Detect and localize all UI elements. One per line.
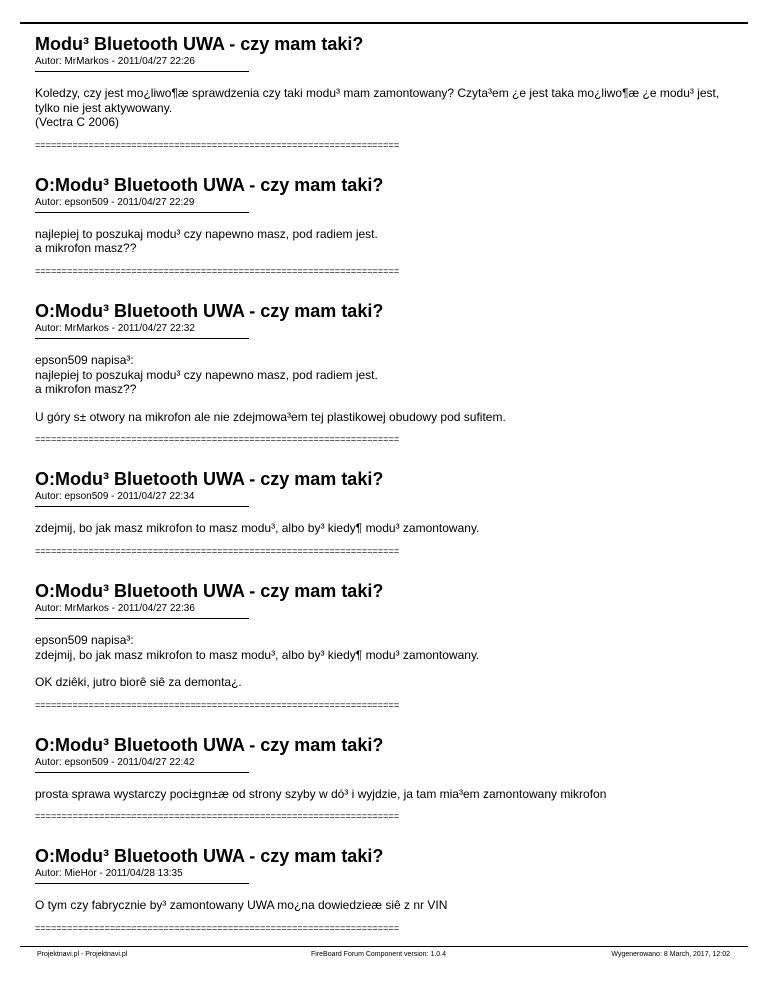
post <box>35 581 735 710</box>
post <box>35 735 735 822</box>
author-divider <box>35 338 249 339</box>
post-author: Autor: MrMarkos - 2011/04/27 22:32 <box>35 322 195 334</box>
post-author: Autor: epson509 - 2011/04/27 22:29 <box>35 196 195 208</box>
footer-component: FireBoard Forum Component version: 1.0.4 <box>311 951 447 958</box>
post-title: O:Modu³ Bluetooth UWA - czy mam taki? <box>35 846 384 867</box>
post-body <box>35 353 735 424</box>
post-title: Modu³ Bluetooth UWA - czy mam taki? <box>35 34 364 54</box>
post-separator: ==================================================================== <box>35 922 400 933</box>
post-title: O:Modu³ Bluetooth UWA - czy mam taki? <box>35 469 384 490</box>
post-separator: ==================================================================== <box>35 699 400 710</box>
post-body <box>35 787 735 802</box>
post-author: Autor: MieHor - 2011/04/28 13:35 <box>35 868 183 880</box>
post-text: (Vectra C 2006) <box>35 115 120 130</box>
post-author: Autor: MrMarkos - 2011/04/27 22:36 <box>35 602 195 614</box>
post-list <box>35 34 735 958</box>
post-text: U góry s± otwory na mikrofon ale nie zdejmowa³em tej plastikowej obudowy pod sufitem. <box>35 409 506 424</box>
author-divider <box>35 212 249 213</box>
quote-text: najlepiej to poszukaj modu³ czy napewno masz, pod radiem jest. <box>35 367 378 382</box>
post-separator: ==================================================================== <box>35 265 400 276</box>
post-text: Koledzy, czy jest mo¿liwo¶æ sprawdzenia czy taki modu³ mam zamontowany? Czyta³em ¿e jest taka mo¿liwo¶æ ¿e modu³ jest, tylko nie jest aktywowany. <box>35 86 720 115</box>
post <box>35 175 735 276</box>
post-body <box>35 898 735 913</box>
post-text: OK dziêki, jutro biorê siê za demonta¿. <box>35 675 242 690</box>
quote-text: zdejmij, bo jak masz mikrofon to masz modu³, albo by³ kiedy¶ modu³ zamontowany. <box>35 647 480 662</box>
footer-generated: Wygenerowano: 8 March, 2017, 12:02 <box>611 951 730 958</box>
post-separator: ==================================================================== <box>35 139 400 150</box>
post <box>35 469 735 556</box>
post-title: O:Modu³ Bluetooth UWA - czy mam taki? <box>35 300 384 321</box>
post-text: prosta sprawa wystarczy poci±gn±æ od strony szyby w dó³ i wyjdzie, ja tam mia³em zamontowany mikrofon <box>35 786 607 801</box>
author-divider <box>35 883 249 884</box>
post-body <box>35 633 735 690</box>
post-title: O:Modu³ Bluetooth UWA - czy mam taki? <box>35 174 384 195</box>
author-divider <box>35 71 249 72</box>
footer-site: Projektnavi.pl - Projektnavi.pl <box>37 951 128 958</box>
post-author: Autor: MrMarkos - 2011/04/27 22:26 <box>35 56 195 67</box>
quote-header: epson509 napisa³: <box>35 352 134 367</box>
post-text: najlepiej to poszukaj modu³ czy napewno masz, pod radiem jest. <box>35 226 378 241</box>
post <box>35 846 735 933</box>
post-title: O:Modu³ Bluetooth UWA - czy mam taki? <box>35 580 384 601</box>
post-text: zdejmij, bo jak masz mikrofon to masz modu³, albo by³ kiedy¶ modu³ zamontowany. <box>35 521 480 536</box>
quote-text: a mikrofon masz?? <box>35 382 137 397</box>
post-text: O tym czy fabrycznie by³ zamontowany UWA mo¿na dowiedzieæ siê z nr VIN <box>35 898 448 913</box>
post <box>35 34 735 150</box>
post-title: O:Modu³ Bluetooth UWA - czy mam taki? <box>35 734 384 755</box>
post-body <box>35 86 735 130</box>
post-author: Autor: epson509 - 2011/04/27 22:34 <box>35 491 195 503</box>
author-divider <box>35 772 249 773</box>
author-divider <box>35 506 249 507</box>
post-text: a mikrofon masz?? <box>35 241 137 256</box>
post-separator: ==================================================================== <box>35 545 400 556</box>
quote-header: epson509 napisa³: <box>35 632 134 647</box>
post-body <box>35 227 735 256</box>
post-author: Autor: epson509 - 2011/04/27 22:42 <box>35 756 195 768</box>
post-separator: ==================================================================== <box>35 811 400 822</box>
footer-rule <box>20 946 748 947</box>
author-divider <box>35 618 249 619</box>
header-rule <box>20 22 748 24</box>
post-body <box>35 521 735 536</box>
post-separator: ==================================================================== <box>35 434 400 445</box>
post <box>35 301 735 444</box>
